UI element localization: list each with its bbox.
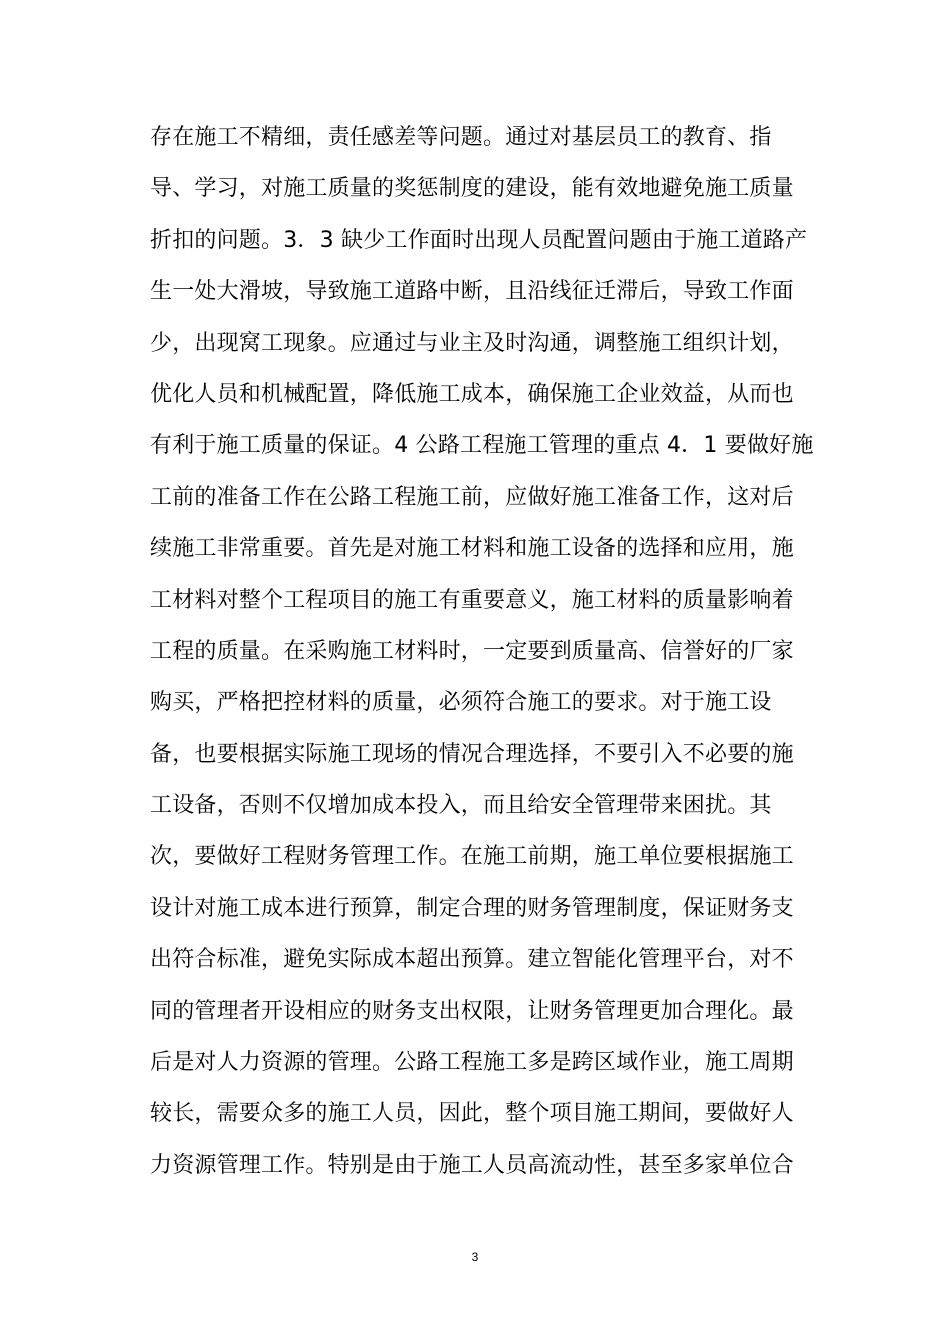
text-line: 优化人员和机械配置，降低施工成本，确保施工企业效益，从而也 [150,381,794,407]
text-line: 存在施工不精细，责任感差等问题。通过对基层员工的教育、指 [150,125,772,150]
page-number: 3 [471,1250,479,1264]
text-line: 工材料对整个工程项目的施工有重要意义，施工材料的质量影响着 [150,587,794,613]
text-line: 购买，严格把控材料的质量，必须符合施工的要求。对于施工设 [150,690,772,716]
text-line: 次，要做好工程财务管理工作。在施工前期，施工单位要根据施工 [150,844,794,870]
text-line: 较长，需要众多的施工人员，因此，整个项目施工期间，要做好人 [150,1101,794,1127]
text-line: 工前的准备工作在公路工程施工前，应做好施工准备工作，这对后 [150,484,794,510]
text-line: 工程的质量。在采购施工材料时，一定要到质量高、信誉好的厂家 [150,638,794,664]
text-line: 备，也要根据实际施工现场的情况合理选择，不要引入不必要的施 [150,741,794,767]
body-text [150,118,814,1197]
text-line: 出符合标准，避免实际成本超出预算。建立智能化管理平台，对不 [150,947,794,973]
text-line: 工设备，否则不仅增加成本投入，而且给安全管理带来困扰。其 [150,793,772,819]
text-line: 同的管理者开设相应的财务支出权限，让财务管理更加合理化。最 [150,998,794,1024]
text-line: 设计对施工成本进行预算，制定合理的财务管理制度，保证财务支 [150,895,794,921]
text-line: 少，出现窝工现象。应通过与业主及时沟通，调整施工组织计划， [150,330,794,356]
text-line: 力资源管理工作。特别是由于施工人员高流动性，甚至多家单位合 [150,1152,794,1178]
text-line: 生一处大滑坡，导致施工道路中断，且沿线征迁滞后，导致工作面 [150,279,794,305]
text-line: 有利于施工质量的保证。4 公路工程施工管理的重点 4．1 要做好施 [150,433,814,459]
text-line: 折扣的问题。3．3 缺少工作面时出现人员配置问题由于施工道路产 [150,227,808,253]
text-line: 后是对人力资源的管理。公路工程施工多是跨区域作业，施工周期 [150,1050,794,1076]
text-line: 续施工非常重要。首先是对施工材料和施工设备的选择和应用，施 [150,536,794,562]
text-line: 导、学习，对施工质量的奖惩制度的建设，能有效地避免施工质量 [150,176,794,202]
